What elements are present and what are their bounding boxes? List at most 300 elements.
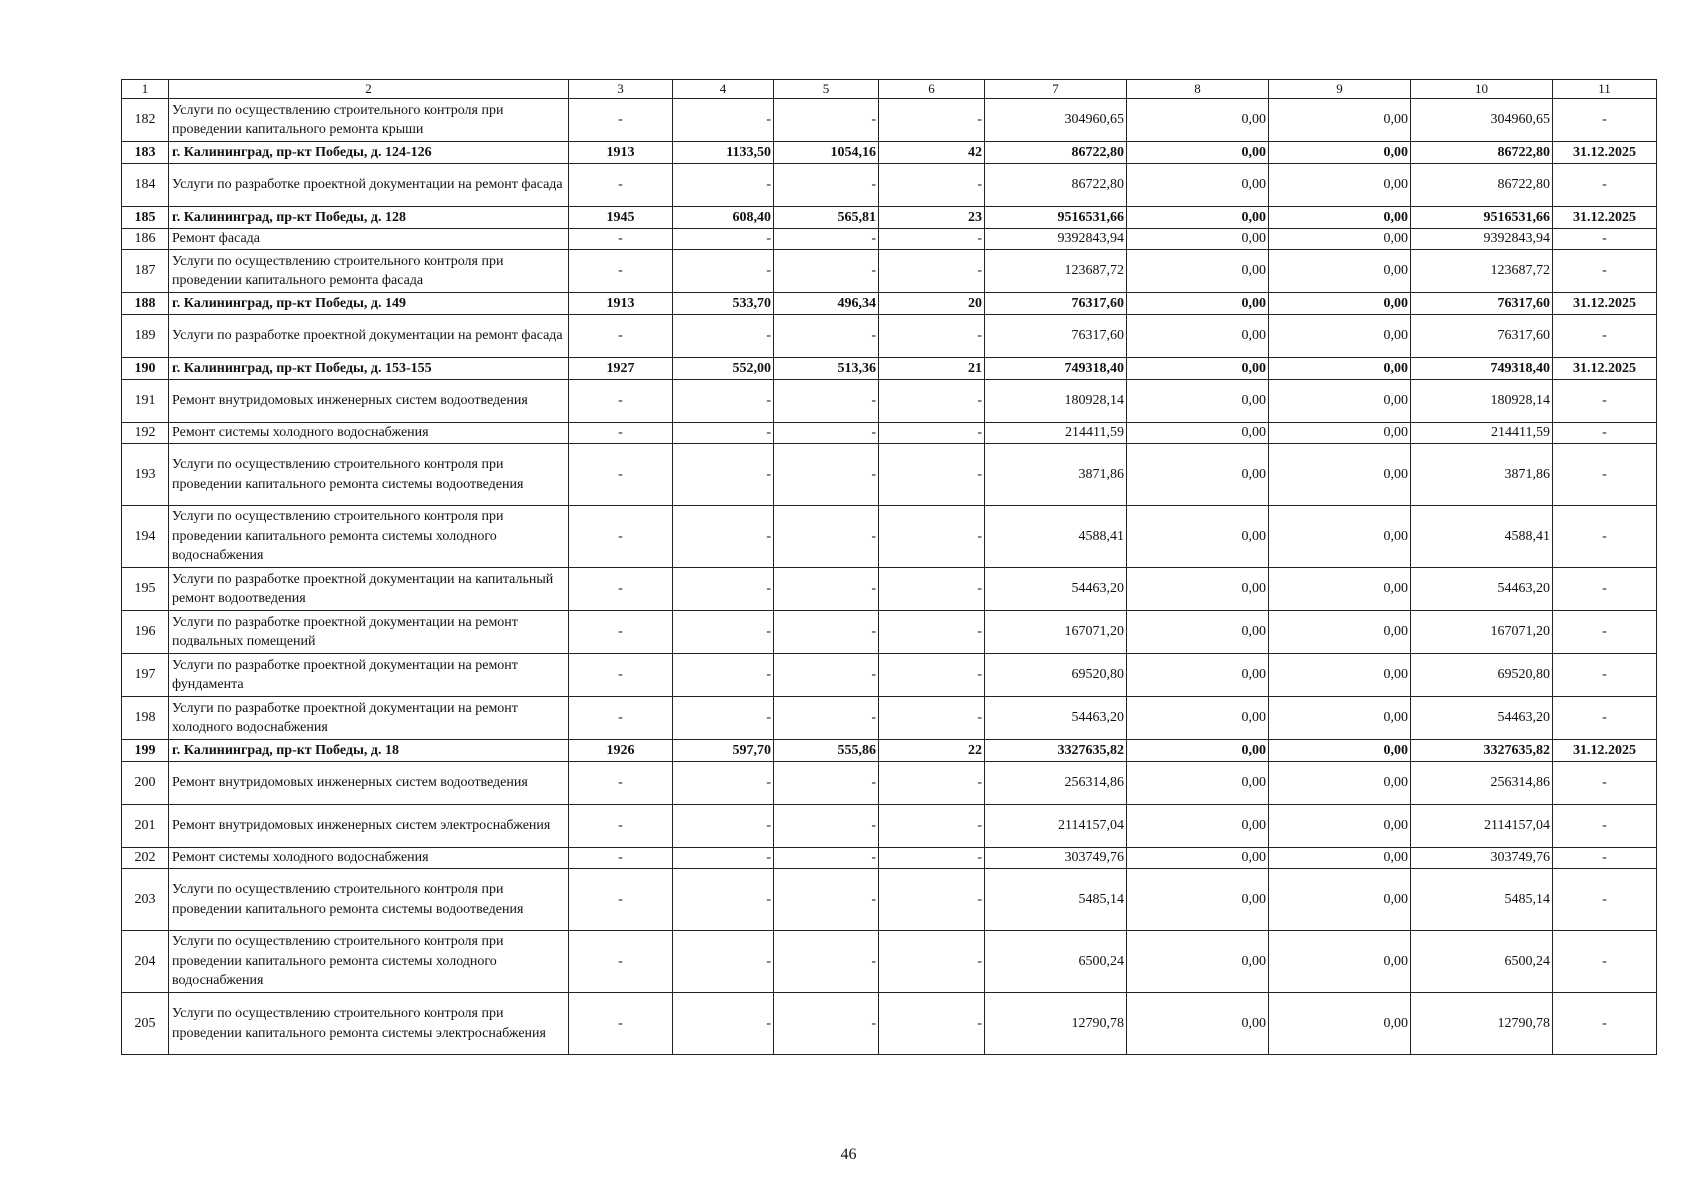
col-9-cell: 0,00 (1269, 423, 1411, 444)
col-8-cell: 0,00 (1127, 762, 1269, 805)
col-10-cost-cell: 3327635,82 (1411, 740, 1553, 762)
row-number-cell: 184 (122, 164, 169, 207)
col-8-cell: 0,00 (1127, 654, 1269, 697)
row-number-cell: 191 (122, 380, 169, 423)
header-col-8: 8 (1127, 80, 1269, 99)
col-6-cell: - (879, 506, 985, 568)
work-item-row (122, 568, 1657, 611)
col-5-cell: - (774, 423, 879, 444)
col-4-cell: 1133,50 (673, 142, 774, 164)
completion-date-cell: - (1553, 99, 1657, 142)
col-8-cell: 0,00 (1127, 207, 1269, 229)
col-8-cell: 0,00 (1127, 611, 1269, 654)
year-built-cell: - (569, 611, 673, 654)
work-description-cell: Услуги по осуществлению строительного контроля при проведении капитального ремонта системы водоотведения (169, 444, 569, 506)
col-6-cell: 20 (879, 293, 985, 315)
col-6-cell: - (879, 444, 985, 506)
year-built-cell: - (569, 250, 673, 293)
col-6-cell: - (879, 611, 985, 654)
work-item-row (122, 654, 1657, 697)
year-built-cell: - (569, 931, 673, 993)
col-10-cost-cell: 303749,76 (1411, 848, 1553, 869)
year-built-cell: - (569, 762, 673, 805)
year-built-cell: - (569, 229, 673, 250)
col-5-cell: - (774, 931, 879, 993)
col-5-cell: - (774, 315, 879, 358)
completion-date-cell: 31.12.2025 (1553, 358, 1657, 380)
col-9-cell: 0,00 (1269, 654, 1411, 697)
col-6-cell: - (879, 762, 985, 805)
work-description-cell: г. Калининград, пр-кт Победы, д. 124-126 (169, 142, 569, 164)
col-5-cell: 555,86 (774, 740, 879, 762)
col-8-cell: 0,00 (1127, 99, 1269, 142)
year-built-cell: - (569, 315, 673, 358)
address-row (122, 293, 1657, 315)
col-5-cell: - (774, 805, 879, 848)
col-7-cost-cell: 4588,41 (985, 506, 1127, 568)
col-7-cost-cell: 54463,20 (985, 697, 1127, 740)
col-7-cost-cell: 5485,14 (985, 869, 1127, 931)
work-description-cell: Услуги по осуществлению строительного контроля при проведении капитального ремонта системы холодного водоснабжения (169, 931, 569, 993)
col-6-cell: - (879, 697, 985, 740)
work-item-row (122, 611, 1657, 654)
col-9-cell: 0,00 (1269, 762, 1411, 805)
col-10-cost-cell: 86722,80 (1411, 164, 1553, 207)
col-5-cell: - (774, 993, 879, 1055)
header-col-3: 3 (569, 80, 673, 99)
row-number-cell: 189 (122, 315, 169, 358)
col-5-cell: - (774, 869, 879, 931)
col-6-cell: - (879, 380, 985, 423)
works-table (121, 79, 1657, 1055)
work-item-row (122, 250, 1657, 293)
address-row (122, 358, 1657, 380)
row-number-cell: 203 (122, 869, 169, 931)
col-4-cell: - (673, 229, 774, 250)
col-8-cell: 0,00 (1127, 568, 1269, 611)
col-4-cell: - (673, 611, 774, 654)
completion-date-cell: - (1553, 869, 1657, 931)
work-item-row (122, 99, 1657, 142)
col-6-cell: - (879, 99, 985, 142)
col-9-cell: 0,00 (1269, 805, 1411, 848)
col-7-cost-cell: 6500,24 (985, 931, 1127, 993)
row-number-cell: 190 (122, 358, 169, 380)
col-9-cell: 0,00 (1269, 993, 1411, 1055)
col-5-cell: - (774, 250, 879, 293)
col-6-cell: - (879, 654, 985, 697)
year-built-cell: - (569, 654, 673, 697)
work-description-cell: Ремонт внутридомовых инженерных систем электроснабжения (169, 805, 569, 848)
row-number-cell: 193 (122, 444, 169, 506)
completion-date-cell: - (1553, 654, 1657, 697)
col-7-cost-cell: 123687,72 (985, 250, 1127, 293)
work-description-cell: Ремонт системы холодного водоснабжения (169, 848, 569, 869)
completion-date-cell: - (1553, 931, 1657, 993)
row-number-cell: 182 (122, 99, 169, 142)
row-number-cell: 200 (122, 762, 169, 805)
col-6-cell: 42 (879, 142, 985, 164)
year-built-cell: - (569, 99, 673, 142)
completion-date-cell: - (1553, 611, 1657, 654)
col-9-cell: 0,00 (1269, 142, 1411, 164)
address-row (122, 142, 1657, 164)
work-description-cell: Ремонт фасада (169, 229, 569, 250)
address-row (122, 207, 1657, 229)
row-number-cell: 195 (122, 568, 169, 611)
work-description-cell: Услуги по осуществлению строительного контроля при проведении капитального ремонта крыши (169, 99, 569, 142)
col-6-cell: 23 (879, 207, 985, 229)
col-4-cell: - (673, 506, 774, 568)
col-9-cell: 0,00 (1269, 99, 1411, 142)
col-6-cell: - (879, 931, 985, 993)
completion-date-cell: 31.12.2025 (1553, 142, 1657, 164)
col-7-cost-cell: 303749,76 (985, 848, 1127, 869)
col-9-cell: 0,00 (1269, 380, 1411, 423)
address-row (122, 740, 1657, 762)
header-col-4: 4 (673, 80, 774, 99)
col-6-cell: - (879, 848, 985, 869)
col-8-cell: 0,00 (1127, 380, 1269, 423)
col-4-cell: - (673, 762, 774, 805)
col-8-cell: 0,00 (1127, 423, 1269, 444)
col-7-cost-cell: 86722,80 (985, 142, 1127, 164)
col-5-cell: - (774, 654, 879, 697)
col-4-cell: - (673, 869, 774, 931)
col-9-cell: 0,00 (1269, 250, 1411, 293)
col-4-cell: - (673, 848, 774, 869)
col-4-cell: - (673, 993, 774, 1055)
work-item-row (122, 380, 1657, 423)
col-7-cost-cell: 304960,65 (985, 99, 1127, 142)
completion-date-cell: - (1553, 380, 1657, 423)
col-7-cost-cell: 749318,40 (985, 358, 1127, 380)
col-7-cost-cell: 76317,60 (985, 315, 1127, 358)
col-5-cell: - (774, 444, 879, 506)
col-4-cell: 552,00 (673, 358, 774, 380)
col-6-cell: - (879, 315, 985, 358)
completion-date-cell: - (1553, 762, 1657, 805)
work-description-cell: Услуги по разработке проектной документации на ремонт фасада (169, 315, 569, 358)
work-description-cell: Услуги по разработке проектной документации на ремонт холодного водоснабжения (169, 697, 569, 740)
col-7-cost-cell: 180928,14 (985, 380, 1127, 423)
col-4-cell: - (673, 315, 774, 358)
col-10-cost-cell: 54463,20 (1411, 697, 1553, 740)
col-10-cost-cell: 6500,24 (1411, 931, 1553, 993)
col-9-cell: 0,00 (1269, 229, 1411, 250)
col-5-cell: - (774, 99, 879, 142)
col-10-cost-cell: 9392843,94 (1411, 229, 1553, 250)
year-built-cell: 1926 (569, 740, 673, 762)
completion-date-cell: - (1553, 423, 1657, 444)
col-10-cost-cell: 12790,78 (1411, 993, 1553, 1055)
col-8-cell: 0,00 (1127, 740, 1269, 762)
work-description-cell: Ремонт внутридомовых инженерных систем водоотведения (169, 762, 569, 805)
col-10-cost-cell: 4588,41 (1411, 506, 1553, 568)
col-10-cost-cell: 76317,60 (1411, 315, 1553, 358)
col-10-cost-cell: 76317,60 (1411, 293, 1553, 315)
completion-date-cell: 31.12.2025 (1553, 207, 1657, 229)
col-6-cell: 21 (879, 358, 985, 380)
col-4-cell: 597,70 (673, 740, 774, 762)
col-8-cell: 0,00 (1127, 250, 1269, 293)
year-built-cell: - (569, 444, 673, 506)
col-9-cell: 0,00 (1269, 931, 1411, 993)
row-number-cell: 197 (122, 654, 169, 697)
col-9-cell: 0,00 (1269, 697, 1411, 740)
col-8-cell: 0,00 (1127, 293, 1269, 315)
header-col-6: 6 (879, 80, 985, 99)
col-8-cell: 0,00 (1127, 931, 1269, 993)
col-7-cost-cell: 214411,59 (985, 423, 1127, 444)
col-7-cost-cell: 2114157,04 (985, 805, 1127, 848)
work-description-cell: Услуги по осуществлению строительного контроля при проведении капитального ремонта фасада (169, 250, 569, 293)
year-built-cell: 1913 (569, 142, 673, 164)
col-7-cost-cell: 256314,86 (985, 762, 1127, 805)
col-5-cell: - (774, 762, 879, 805)
completion-date-cell: - (1553, 250, 1657, 293)
col-4-cell: - (673, 444, 774, 506)
col-4-cell: - (673, 250, 774, 293)
col-9-cell: 0,00 (1269, 293, 1411, 315)
completion-date-cell: 31.12.2025 (1553, 293, 1657, 315)
work-item-row (122, 762, 1657, 805)
col-6-cell: - (879, 164, 985, 207)
work-description-cell: Услуги по разработке проектной документации на ремонт подвальных помещений (169, 611, 569, 654)
col-8-cell: 0,00 (1127, 697, 1269, 740)
completion-date-cell: - (1553, 164, 1657, 207)
col-7-cost-cell: 167071,20 (985, 611, 1127, 654)
col-10-cost-cell: 54463,20 (1411, 568, 1553, 611)
col-7-cost-cell: 9516531,66 (985, 207, 1127, 229)
col-10-cost-cell: 5485,14 (1411, 869, 1553, 931)
col-4-cell: 533,70 (673, 293, 774, 315)
year-built-cell: - (569, 993, 673, 1055)
year-built-cell: - (569, 568, 673, 611)
col-10-cost-cell: 304960,65 (1411, 99, 1553, 142)
work-description-cell: Услуги по разработке проектной документации на ремонт фундамента (169, 654, 569, 697)
year-built-cell: - (569, 164, 673, 207)
col-8-cell: 0,00 (1127, 229, 1269, 250)
col-6-cell: - (879, 423, 985, 444)
completion-date-cell: - (1553, 697, 1657, 740)
work-description-cell: г. Калининград, пр-кт Победы, д. 128 (169, 207, 569, 229)
completion-date-cell: - (1553, 848, 1657, 869)
works-table-container (121, 79, 1657, 1055)
work-item-row (122, 164, 1657, 207)
col-5-cell: - (774, 229, 879, 250)
col-5-cell: - (774, 611, 879, 654)
col-10-cost-cell: 123687,72 (1411, 250, 1553, 293)
work-item-row (122, 848, 1657, 869)
work-item-row (122, 993, 1657, 1055)
col-8-cell: 0,00 (1127, 869, 1269, 931)
col-8-cell: 0,00 (1127, 164, 1269, 207)
work-item-row (122, 506, 1657, 568)
col-5-cell: - (774, 506, 879, 568)
col-10-cost-cell: 167071,20 (1411, 611, 1553, 654)
year-built-cell: - (569, 697, 673, 740)
col-4-cell: - (673, 805, 774, 848)
year-built-cell: - (569, 869, 673, 931)
col-10-cost-cell: 69520,80 (1411, 654, 1553, 697)
col-7-cost-cell: 9392843,94 (985, 229, 1127, 250)
col-4-cell: - (673, 99, 774, 142)
year-built-cell: - (569, 423, 673, 444)
completion-date-cell: - (1553, 805, 1657, 848)
row-number-cell: 183 (122, 142, 169, 164)
col-9-cell: 0,00 (1269, 568, 1411, 611)
col-8-cell: 0,00 (1127, 444, 1269, 506)
completion-date-cell: 31.12.2025 (1553, 740, 1657, 762)
header-col-10: 10 (1411, 80, 1553, 99)
row-number-cell: 199 (122, 740, 169, 762)
col-6-cell: - (879, 568, 985, 611)
work-item-row (122, 315, 1657, 358)
col-10-cost-cell: 256314,86 (1411, 762, 1553, 805)
row-number-cell: 204 (122, 931, 169, 993)
completion-date-cell: - (1553, 568, 1657, 611)
work-item-row (122, 229, 1657, 250)
completion-date-cell: - (1553, 229, 1657, 250)
col-7-cost-cell: 54463,20 (985, 568, 1127, 611)
row-number-cell: 194 (122, 506, 169, 568)
work-item-row (122, 444, 1657, 506)
col-10-cost-cell: 9516531,66 (1411, 207, 1553, 229)
col-4-cell: - (673, 931, 774, 993)
col-10-cost-cell: 214411,59 (1411, 423, 1553, 444)
col-6-cell: - (879, 805, 985, 848)
col-5-cell: 513,36 (774, 358, 879, 380)
col-6-cell: - (879, 993, 985, 1055)
completion-date-cell: - (1553, 993, 1657, 1055)
row-number-cell: 187 (122, 250, 169, 293)
work-item-row (122, 805, 1657, 848)
header-col-7: 7 (985, 80, 1127, 99)
col-10-cost-cell: 749318,40 (1411, 358, 1553, 380)
col-5-cell: - (774, 848, 879, 869)
col-5-cell: 496,34 (774, 293, 879, 315)
row-number-cell: 196 (122, 611, 169, 654)
header-col-11: 11 (1553, 80, 1657, 99)
col-9-cell: 0,00 (1269, 315, 1411, 358)
col-7-cost-cell: 86722,80 (985, 164, 1127, 207)
col-10-cost-cell: 3871,86 (1411, 444, 1553, 506)
work-description-cell: Услуги по разработке проектной документации на капитальный ремонт водоотведения (169, 568, 569, 611)
col-6-cell: 22 (879, 740, 985, 762)
work-description-cell: Ремонт внутридомовых инженерных систем водоотведения (169, 380, 569, 423)
row-number-cell: 198 (122, 697, 169, 740)
page-number: 46 (840, 1146, 857, 1163)
col-7-cost-cell: 3327635,82 (985, 740, 1127, 762)
year-built-cell: 1913 (569, 293, 673, 315)
col-8-cell: 0,00 (1127, 358, 1269, 380)
col-7-cost-cell: 69520,80 (985, 654, 1127, 697)
work-item-row (122, 423, 1657, 444)
work-description-cell: Услуги по осуществлению строительного контроля при проведении капитального ремонта системы электроснабжения (169, 993, 569, 1055)
col-9-cell: 0,00 (1269, 848, 1411, 869)
row-number-cell: 188 (122, 293, 169, 315)
work-description-cell: г. Калининград, пр-кт Победы, д. 153-155 (169, 358, 569, 380)
work-description-cell: Услуги по осуществлению строительного контроля при проведении капитального ремонта системы водоотведения (169, 869, 569, 931)
col-8-cell: 0,00 (1127, 993, 1269, 1055)
col-4-cell: - (673, 654, 774, 697)
row-number-cell: 192 (122, 423, 169, 444)
col-8-cell: 0,00 (1127, 142, 1269, 164)
col-4-cell: - (673, 568, 774, 611)
column-number-header-row (122, 80, 1657, 99)
work-item-row (122, 697, 1657, 740)
work-item-row (122, 869, 1657, 931)
year-built-cell: - (569, 380, 673, 423)
year-built-cell: 1927 (569, 358, 673, 380)
col-8-cell: 0,00 (1127, 315, 1269, 358)
row-number-cell: 201 (122, 805, 169, 848)
col-4-cell: - (673, 380, 774, 423)
year-built-cell: - (569, 506, 673, 568)
row-number-cell: 205 (122, 993, 169, 1055)
year-built-cell: 1945 (569, 207, 673, 229)
col-5-cell: - (774, 568, 879, 611)
col-5-cell: - (774, 697, 879, 740)
col-9-cell: 0,00 (1269, 611, 1411, 654)
completion-date-cell: - (1553, 506, 1657, 568)
col-4-cell: - (673, 164, 774, 207)
col-9-cell: 0,00 (1269, 506, 1411, 568)
col-8-cell: 0,00 (1127, 506, 1269, 568)
work-description-cell: г. Калининград, пр-кт Победы, д. 18 (169, 740, 569, 762)
col-4-cell: - (673, 423, 774, 444)
col-8-cell: 0,00 (1127, 848, 1269, 869)
col-9-cell: 0,00 (1269, 444, 1411, 506)
col-7-cost-cell: 76317,60 (985, 293, 1127, 315)
col-8-cell: 0,00 (1127, 805, 1269, 848)
year-built-cell: - (569, 805, 673, 848)
col-7-cost-cell: 3871,86 (985, 444, 1127, 506)
col-5-cell: - (774, 164, 879, 207)
col-7-cost-cell: 12790,78 (985, 993, 1127, 1055)
work-item-row (122, 931, 1657, 993)
col-4-cell: 608,40 (673, 207, 774, 229)
work-description-cell: Услуги по разработке проектной документации на ремонт фасада (169, 164, 569, 207)
row-number-cell: 185 (122, 207, 169, 229)
col-5-cell: - (774, 380, 879, 423)
completion-date-cell: - (1553, 444, 1657, 506)
col-5-cell: 565,81 (774, 207, 879, 229)
col-5-cell: 1054,16 (774, 142, 879, 164)
header-col-2: 2 (169, 80, 569, 99)
header-col-1: 1 (122, 80, 169, 99)
work-description-cell: Ремонт системы холодного водоснабжения (169, 423, 569, 444)
col-9-cell: 0,00 (1269, 358, 1411, 380)
col-4-cell: - (673, 697, 774, 740)
header-col-9: 9 (1269, 80, 1411, 99)
work-description-cell: г. Калининград, пр-кт Победы, д. 149 (169, 293, 569, 315)
col-10-cost-cell: 86722,80 (1411, 142, 1553, 164)
col-9-cell: 0,00 (1269, 164, 1411, 207)
col-6-cell: - (879, 229, 985, 250)
completion-date-cell: - (1553, 315, 1657, 358)
col-9-cell: 0,00 (1269, 207, 1411, 229)
col-10-cost-cell: 180928,14 (1411, 380, 1553, 423)
header-col-5: 5 (774, 80, 879, 99)
row-number-cell: 186 (122, 229, 169, 250)
col-9-cell: 0,00 (1269, 869, 1411, 931)
year-built-cell: - (569, 848, 673, 869)
col-6-cell: - (879, 869, 985, 931)
col-6-cell: - (879, 250, 985, 293)
row-number-cell: 202 (122, 848, 169, 869)
